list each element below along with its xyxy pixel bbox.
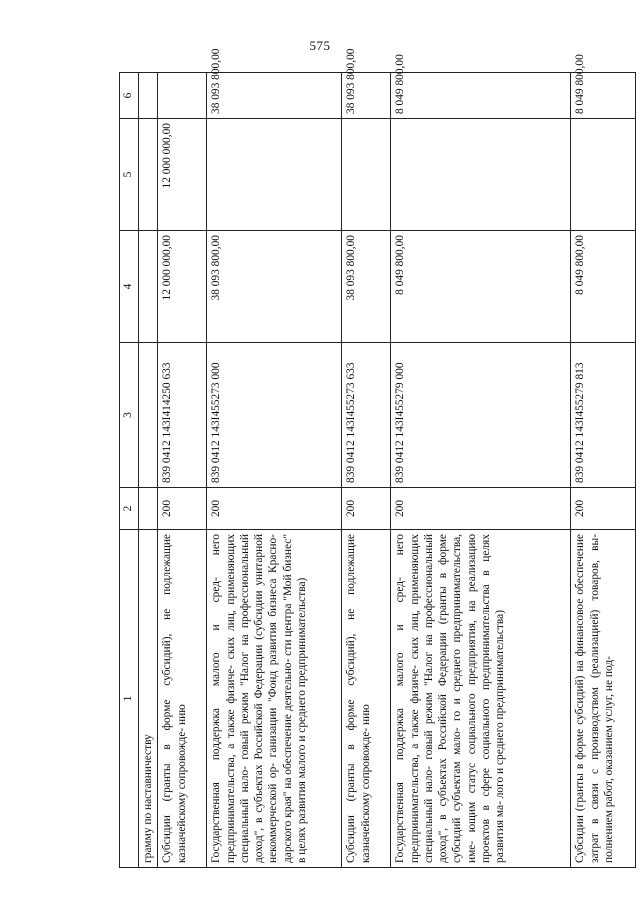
row-description: Субсидии (гранты в форме субсидий), не подлежащие казначейскому сопровожде- нию — [158, 530, 207, 868]
row-col6 — [158, 73, 207, 119]
row-col4: 12 000 000,00 — [158, 231, 207, 343]
row-col5: 12 000 000,00 — [158, 119, 207, 231]
row-col5 — [342, 119, 391, 231]
row-target: 839 0412 143I414250 633 — [158, 343, 207, 488]
row-col4: 8 049 800,00 — [571, 231, 636, 343]
header-col-4: 4 — [120, 231, 139, 343]
row-description: грамму по наставничеству — [139, 530, 158, 868]
row-target — [139, 343, 158, 488]
header-col-3: 3 — [120, 343, 139, 488]
row-description: Государственная поддержка малого и сред- него предпринимательства, а также физиче- ских лиц, применяющих специальный нало- говый режим "Налог на профессиональный доход", в субъектах Российской Федерации (гранты в форме субсидий субъектам мало- го и среднего предпринимательства, име- ющим статус социального предприятия, на реализацию проектов в сфере социального предпринимательства в целях развития ма- лого и среднего предпринимательства) — [391, 530, 571, 868]
table-row — [391, 73, 571, 868]
row-col4: 8 049 800,00 — [391, 231, 571, 343]
row-code: 200 — [342, 488, 391, 530]
table-row — [207, 73, 342, 868]
row-code: 200 — [571, 488, 636, 530]
rotated-table-container — [119, 48, 615, 868]
table-row — [139, 73, 158, 868]
row-code — [139, 488, 158, 530]
row-col6: 38 093 800,00 — [342, 73, 391, 119]
row-col6: 8 049 800,00 — [571, 73, 636, 119]
row-col6 — [139, 73, 158, 119]
row-col4: 38 093 800,00 — [342, 231, 391, 343]
row-col4: 38 093 800,00 — [207, 231, 342, 343]
budget-table — [119, 48, 636, 868]
header-col-2: 2 — [120, 488, 139, 530]
table-row — [342, 73, 391, 868]
row-code: 200 — [158, 488, 207, 530]
row-code: 200 — [207, 488, 342, 530]
header-col-5: 5 — [120, 119, 139, 231]
row-target: 839 0412 143I455279 000 — [391, 343, 571, 488]
row-col5 — [391, 119, 571, 231]
row-target: 839 0412 143I455273 000 — [207, 343, 342, 488]
row-col5 — [139, 119, 158, 231]
row-target: 839 0412 143I455279 813 — [571, 343, 636, 488]
row-description: Субсидии (гранты в форме субсидий) на финансовое обеспечение затрат в связи с производством (реализацией) товаров, вы- полнением работ, оказанием услуг, не под- — [571, 530, 636, 868]
header-col-6: 6 — [120, 73, 139, 119]
row-code: 200 — [391, 488, 571, 530]
row-col5 — [207, 119, 342, 231]
row-description: Государственная поддержка малого и сред- него предпринимательства, а также физиче- ских лиц, применяющих специальный нало- говый режим "Налог на профессиональный доход", в субъектах Российской Федерации (субсидии унитарной некоммерческой ор- ганизации "Фонд развития бизнеса Красно- дарского края" на обеспечение деятельно- сти центра "Мой бизнес" в целях развития малого и среднего предпринимательства) — [207, 530, 342, 868]
row-target: 839 0412 143I455273 633 — [342, 343, 391, 488]
row-col4 — [139, 231, 158, 343]
row-col6: 8 049 800,00 — [391, 73, 571, 119]
row-description: Субсидии (гранты в форме субсидий), не подлежащие казначейскому сопровожде- нию — [342, 530, 391, 868]
table-row — [571, 73, 636, 868]
page-number: 575 — [309, 38, 331, 53]
row-col6: 38 093 800,00 — [207, 73, 342, 119]
header-col-1: 1 — [120, 530, 139, 868]
row-col5 — [571, 119, 636, 231]
table-row — [158, 73, 207, 868]
header-row — [120, 73, 139, 868]
